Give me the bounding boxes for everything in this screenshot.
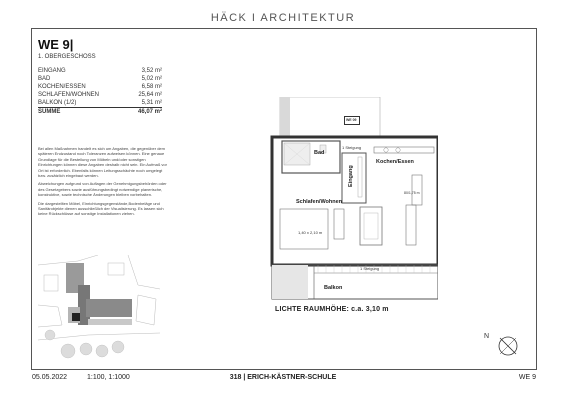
- room-name: BAD: [38, 76, 51, 82]
- site-plan: [38, 255, 160, 365]
- room-area: 5,31 m²: [141, 100, 162, 106]
- label-schlafen: Schlafen/Wohnen: [296, 199, 343, 205]
- room-row: [38, 99, 162, 108]
- disclaimer-notes: [38, 146, 168, 220]
- label-eingang: Eingang: [348, 165, 354, 187]
- room-name: BALKON (1/2): [38, 100, 77, 106]
- room-name: KOCHEN/ESSEN: [38, 84, 86, 90]
- room-row: [38, 83, 162, 91]
- footer-date: 05.05.2022: [32, 374, 68, 381]
- footer-project: 318 | ERICH-KÄSTNER-SCHULE: [229, 374, 337, 381]
- unit-highlight: [72, 313, 80, 321]
- room-area: 6,58 m²: [141, 84, 162, 90]
- footer-unit-code: WE 9: [518, 374, 536, 381]
- note-paragraph: Abweichungen aufgrund von Auflagen der Genehmigungsbehörden oder des Gesetzgebers sowie ausführungsbedingt notwendige planerische, konstruktive, sowie technische Änderungen bleiben vorbehalten.: [38, 181, 167, 198]
- unit-tag: WE 09: [346, 118, 357, 122]
- label-steigung-1: 1 Steigung: [342, 145, 362, 150]
- room-area: 5,02 m²: [141, 76, 162, 82]
- north-arrow-icon: [478, 324, 522, 360]
- room-area-table: [38, 67, 162, 116]
- floor-plan-drawing: [262, 97, 438, 303]
- label-balkon: Balkon: [324, 285, 343, 291]
- room-row: [38, 67, 162, 75]
- svg-text:N: N: [484, 333, 490, 340]
- label-kochen: Kochen/Essen: [376, 159, 414, 165]
- door-dimension: 80/1,75 m: [404, 191, 420, 195]
- label-steigung-2: 1 Steigung: [360, 266, 380, 271]
- room-row: [38, 75, 162, 83]
- floor-plan: [262, 97, 438, 303]
- room-name: SCHLAFEN/WOHNEN: [38, 92, 100, 98]
- note-paragraph: Die dargestellten Möbel, Einrichtungsgegenstände,Bodenbeläge und Sanitärobjekte dienen ausschließlich der Visualisierung. Es lassen sich keine Rückschlüsse auf sonstige Installationen ziehen.: [38, 200, 164, 217]
- room-area: 25,64 m²: [138, 92, 162, 98]
- bed-size: 1,40 x 2,10 m: [298, 230, 323, 235]
- note-paragraph: Bei allen Maßnahmen handelt es sich um Angaben, die gegenüber dem späteren Endzustand noch Toleranzen aufweisen können. Eine genaue Grundlage für die Bestellung von Möbeln und/oder sonstigen Einrichtungen können diese Angaben deshalb nicht sein. Ein Aufmaß vor Ort ist erforderlich. Ebenfalls können Leitungsschächte noch umgelegt bzw. zusätzlich eingebaut werden.: [38, 146, 167, 179]
- room-row: [38, 91, 162, 99]
- room-name: EINGANG: [38, 68, 66, 74]
- room-height: LICHTE RAUMHÖHE: c.a. 3,10 m: [275, 306, 389, 313]
- total-label: SUMME: [38, 109, 61, 115]
- label-bad: Bad: [314, 150, 325, 156]
- total-row: [38, 108, 162, 116]
- unit-floor: 1. OBERGESCHOSS: [38, 54, 96, 60]
- total-area: 46,07 m²: [137, 109, 162, 115]
- footer-scale: 1:100, 1:1000: [87, 374, 130, 381]
- room-area: 3,52 m²: [141, 68, 162, 74]
- unit-tag-box: [344, 116, 360, 125]
- unit-title: WE 9|: [38, 37, 74, 52]
- brand-logo: HÄCK I ARCHITEKTUR: [210, 12, 356, 24]
